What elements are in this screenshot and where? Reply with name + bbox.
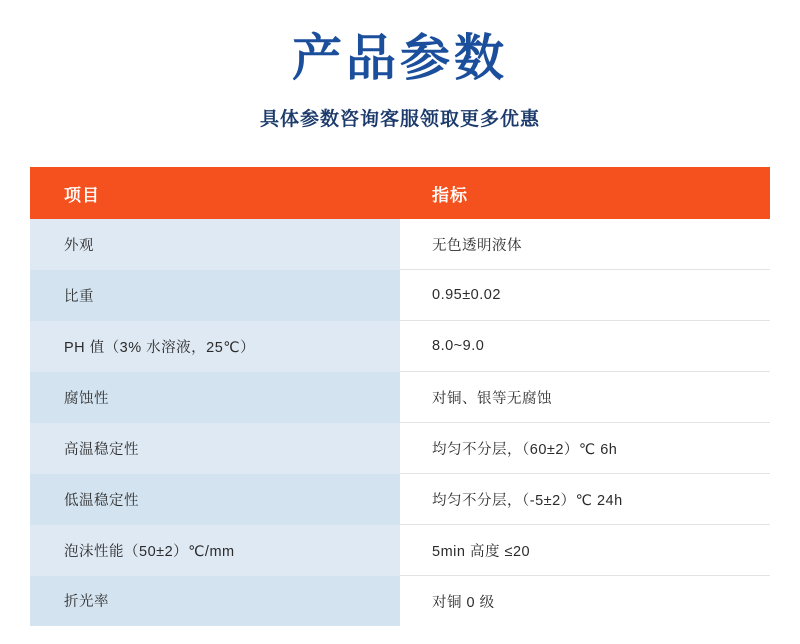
spec-table-body (30, 219, 770, 626)
table-row (30, 525, 770, 576)
spec-table-container (30, 167, 770, 626)
row-item-value: 8.0~9.0 (400, 321, 770, 372)
page-subtitle: 具体参数咨询客服领取更多优惠 (259, 109, 540, 130)
row-item-label: 低温稳定性 (30, 474, 400, 525)
row-item-value: 0.95±0.02 (400, 270, 770, 321)
table-header-row (30, 167, 770, 219)
spec-table-head (30, 167, 770, 219)
row-item-value: 均匀不分层，（60±2）℃ 6h (400, 423, 770, 474)
row-item-label: 高温稳定性 (30, 423, 400, 474)
row-item-value: 对铜 0 级 (400, 576, 770, 627)
table-row (30, 372, 770, 423)
row-item-label: 泡沫性能（50±2）℃/mm (30, 525, 400, 576)
table-row (30, 321, 770, 372)
row-item-label: PH 值（3% 水溶液，25℃） (30, 321, 400, 372)
spec-table (30, 167, 770, 626)
column-header-item: 项目 (30, 167, 400, 219)
table-row (30, 219, 770, 270)
row-item-label: 折光率 (30, 576, 400, 627)
row-item-label: 腐蚀性 (30, 372, 400, 423)
row-item-value: 无色透明液体 (400, 219, 770, 270)
table-row (30, 576, 770, 627)
table-row (30, 270, 770, 321)
page-title: 产品参数 (292, 30, 508, 86)
row-item-value: 对铜、银等无腐蚀 (400, 372, 770, 423)
column-header-value: 指标 (400, 167, 770, 219)
row-item-label: 外观 (30, 219, 400, 270)
row-item-value: 5min 高度 ≤20 (400, 525, 770, 576)
row-item-label: 比重 (30, 270, 400, 321)
row-item-value: 均匀不分层，（-5±2）℃ 24h (400, 474, 770, 525)
table-row (30, 474, 770, 525)
table-row (30, 423, 770, 474)
